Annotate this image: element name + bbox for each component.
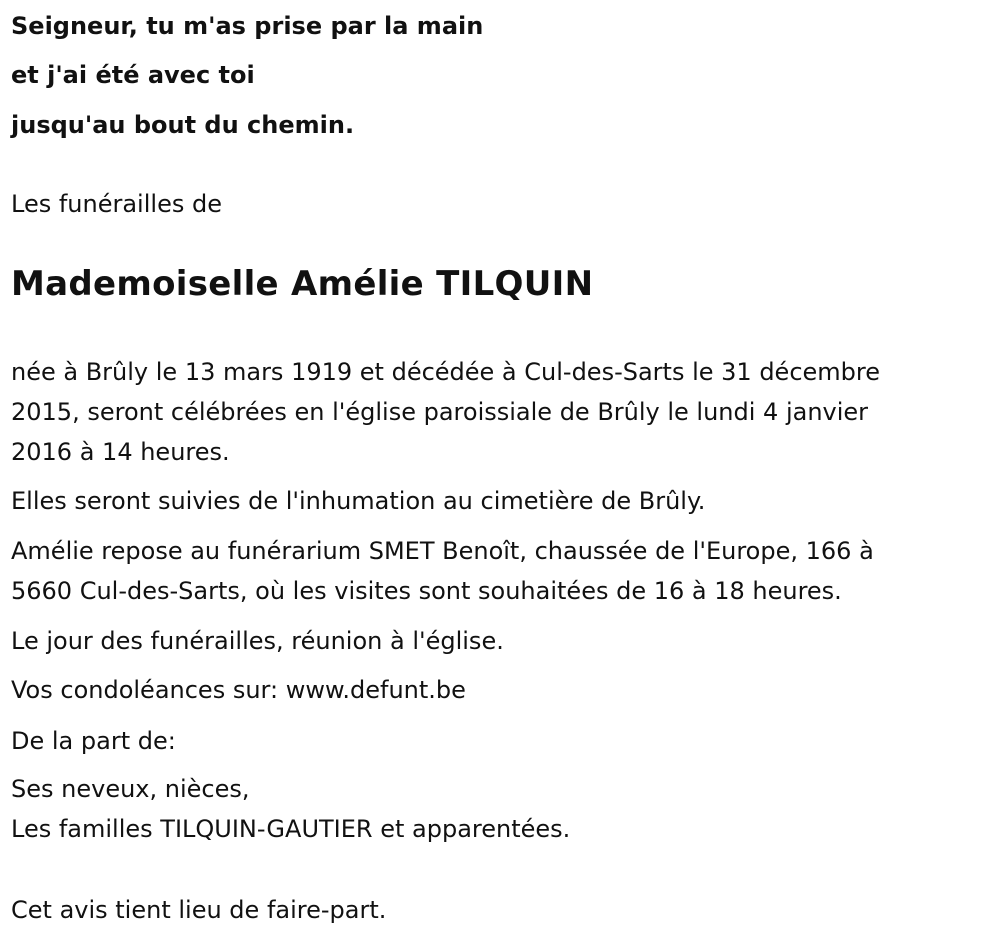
from-label-paragraph [11,721,986,761]
family-paragraph [11,769,986,849]
poem-line-3: jusqu'au bout du chemin. [11,111,355,139]
funerarium-line-2: 5660 Cul-des-Sarts, où les visites sont souhaitées de 16 à 18 heures. [11,577,842,605]
family-line-2: Les familles TILQUIN-GAUTIER et apparentées. [11,815,571,843]
meeting-line: Le jour des funérailles, réunion à l'église. [11,627,504,655]
burial-paragraph [11,481,986,521]
family-line-1: Ses neveux, nièces, [11,775,250,803]
funeral-intro: Les funérailles de [11,190,222,218]
birth-death-line-3: 2016 à 14 heures. [11,438,230,466]
condolences-line: Vos condoléances sur: www.defunt.be [11,676,466,704]
birth-death-paragraph [11,352,986,472]
condolences-paragraph [11,670,986,710]
funerarium-paragraph [11,531,986,611]
poem-line-1: Seigneur, tu m'as prise par la main [11,12,484,40]
funerarium-line-1: Amélie repose au funérarium SMET Benoît, chaussée de l'Europe, 166 à [11,537,874,565]
birth-death-line-1: née à Brûly le 13 mars 1919 et décédée à Cul-des-Sarts le 31 décembre [11,358,880,386]
meeting-paragraph [11,621,986,661]
from-label: De la part de: [11,727,176,755]
closing-line: Cet avis tient lieu de faire-part. [11,896,387,924]
birth-death-line-2: 2015, seront célébrées en l'église paroissiale de Brûly le lundi 4 janvier [11,398,869,426]
closing-paragraph [11,890,986,930]
burial-line: Elles seront suivies de l'inhumation au cimetière de Brûly. [11,487,706,515]
deceased-name: Mademoiselle Amélie TILQUIN [11,264,594,304]
poem-line-2: et j'ai été avec toi [11,61,255,89]
